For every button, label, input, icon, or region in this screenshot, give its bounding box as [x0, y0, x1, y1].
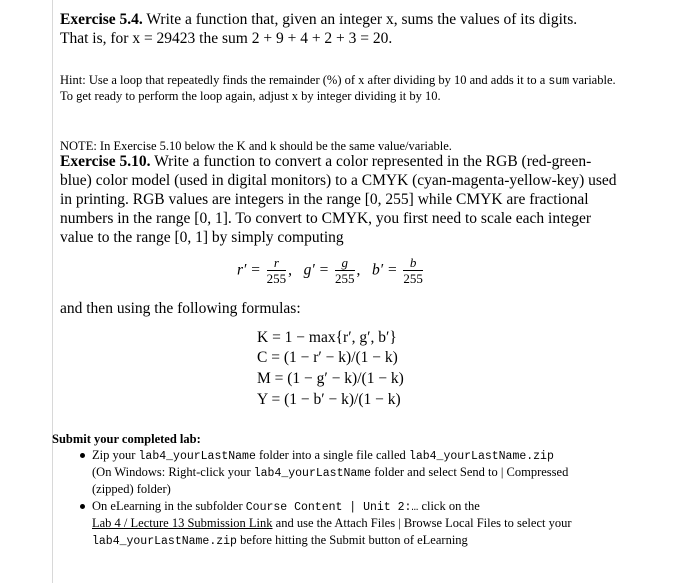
r-numerator: r	[273, 255, 279, 270]
comma-1: ,	[288, 261, 293, 279]
b2-text-a: On eLearning in the subfolder	[92, 499, 246, 513]
b-fraction	[403, 256, 423, 286]
b1-line2-text-b: folder and select Send to | Compressed	[371, 465, 569, 479]
bullet-2-dot	[80, 504, 85, 509]
b1-text-b: folder into a single file called	[255, 448, 409, 462]
bullet-2-line-1	[92, 498, 480, 516]
formula-y: Y = (1 − b′ − k)/(1 − k)	[257, 391, 401, 408]
hint-line-2: To get ready to perform the loop again, adjust x by integer dividing it by 10.	[60, 89, 441, 103]
r-denominator: 255	[266, 271, 287, 286]
g-fraction	[335, 256, 355, 286]
hint-text-b: variable.	[569, 73, 616, 87]
bullet-1-line-2	[92, 464, 568, 482]
g-prime-lhs: g′ =	[303, 261, 330, 279]
exercise-5-4-line-1	[60, 11, 577, 29]
exercise-5-10-line-2: blue) color model (used in digital monitors) to a CMYK (cyan-magenta-yellow-key) used	[60, 172, 617, 189]
exercise-5-10-label: Exercise 5.10.	[60, 153, 151, 170]
bullet-1-line-1	[92, 447, 554, 465]
b-prime-lhs: b′ =	[372, 261, 398, 279]
b2-code-folder: Course Content | Unit 2:…	[245, 501, 419, 514]
b-numerator: b	[409, 255, 417, 270]
hint-code-sum: sum	[548, 75, 570, 88]
formula-k: K = 1 − max{r′, g′, b′}	[257, 329, 397, 346]
exercise-5-10-line-3: in printing. RGB values are integers in the range [0, 255] while CMYK are fractional	[60, 191, 589, 208]
scaling-formulas	[237, 256, 425, 286]
submit-heading: Submit your completed lab:	[52, 432, 201, 446]
bullet-2-line-2	[92, 515, 572, 531]
r-fraction	[267, 256, 287, 286]
exercise-5-4-label: Exercise 5.4.	[60, 11, 143, 28]
comma-2: ,	[356, 261, 361, 279]
exercise-5-10-line-5: value to the range [0, 1] by simply computing	[60, 229, 344, 246]
exercise-5-4-text-1: Write a function that, given an integer x, sums the values of its digits.	[146, 11, 578, 28]
b2-text-d: before hitting the Submit button of eLearning	[236, 533, 468, 547]
bullet-1-dot	[80, 453, 85, 458]
hint-text-a: Hint: Use a loop that repeatedly finds the remainder (%) of x after dividing by 10 and adds it to a	[60, 73, 549, 87]
submission-link[interactable]: Lab 4 / Lecture 13 Submission Link	[92, 516, 273, 530]
exercise-5-10-line-4: numbers in the range [0, 1]. To convert to CMYK, you first need to scale each integer	[60, 210, 592, 227]
bullet-1-line-3: (zipped) folder)	[92, 482, 171, 496]
b1-code-zip: lab4_yourLastName.zip	[408, 450, 554, 463]
exercise-5-10-text-1: Write a function to convert a color represented in the RGB (red-green-	[154, 153, 592, 170]
exercise-5-10-line-1	[60, 153, 591, 171]
b1-line2-text-a: (On Windows: Right-click your	[92, 465, 254, 479]
b1-code-folder: lab4_yourLastName	[138, 450, 256, 463]
note-line: NOTE: In Exercise 5.10 below the K and k should be the same value/variable.	[60, 139, 452, 153]
b1-line2-code: lab4_yourLastName	[253, 467, 372, 480]
b2-text-c: and use the Attach Files | Browse Local Files to select your	[272, 516, 572, 530]
b-denominator: 255	[403, 271, 423, 286]
exercise-5-4-line-2: That is, for x = 29423 the sum 2 + 9 + 4 + 2 + 3 = 20.	[60, 30, 393, 47]
b1-text-a: Zip your	[92, 448, 139, 462]
formula-m: M = (1 − g′ − k)/(1 − k)	[257, 370, 404, 387]
g-numerator: g	[341, 255, 348, 270]
b2-text-b: click on the	[418, 499, 480, 513]
exercise-5-10-after-formula: and then using the following formulas:	[60, 300, 301, 317]
left-margin-line	[52, 0, 53, 583]
b2-code-zip: lab4_yourLastName.zip	[92, 535, 237, 548]
g-denominator: 255	[335, 271, 355, 286]
formula-c: C = (1 − r′ − k)/(1 − k)	[257, 349, 398, 366]
r-prime-lhs: r′ =	[237, 261, 261, 279]
bullet-2-line-3	[92, 532, 468, 550]
